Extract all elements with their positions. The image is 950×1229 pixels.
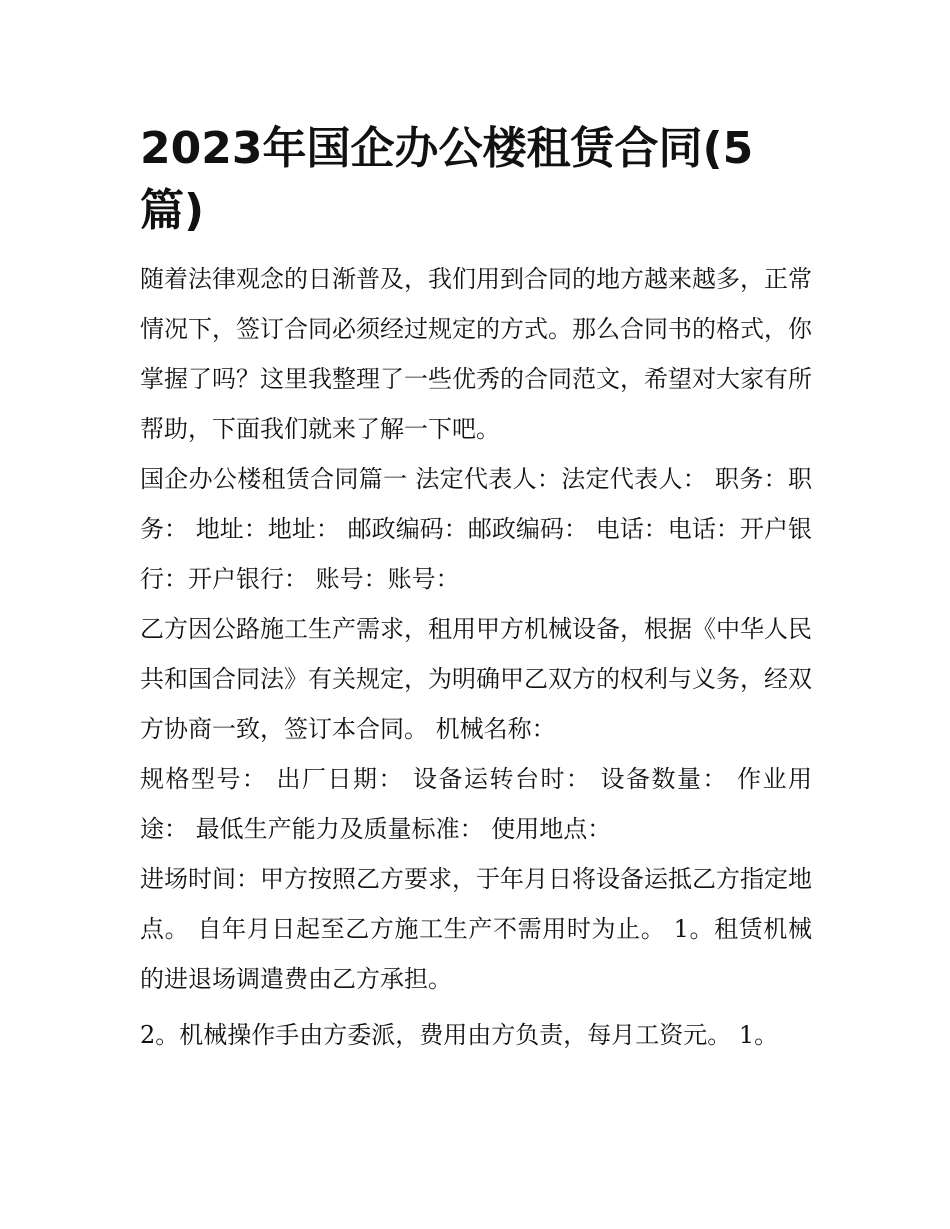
contract-purpose-paragraph: 乙方因公路施工生产需求，租用甲方机械设备，根据《中华人民共和国合同法》有关规定，为明确甲乙双方的权利与义务，经双方协商一致，签订本合同。 机械名称： — [140, 615, 812, 743]
entry-time-paragraph: 进场时间：甲方按照乙方要求，于年月日将设备运抵乙方指定地点。 自年月日起至乙方施工生产不需用时为止。 1。租赁机械的进退场调遣费由乙方承担。 — [140, 865, 812, 993]
document-page — [140, 118, 812, 1060]
intro-paragraph: 随着法律观念的日渐普及，我们用到合同的地方越来越多，正常情况下，签订合同必须经过规定的方式。那么合同书的格式，你掌握了吗？这里我整理了一些优秀的合同范文，希望对大家有所帮助，下面我们就来了解一下吧。 — [140, 265, 812, 443]
equipment-spec-paragraph: 规格型号： 出厂日期： 设备运转台时： 设备数量： 作业用途： 最低生产能力及质量标准： 使用地点： — [140, 765, 812, 843]
document-title: 2023年国企办公楼租赁合同(5篇) — [140, 123, 754, 236]
operator-paragraph: 2。机械操作手由方委派，费用由方负责，每月工资元。 1。 — [140, 1021, 779, 1049]
contract-parties-paragraph: 国企办公楼租赁合同篇一 法定代表人：法定代表人： 职务：职务： 地址：地址： 邮政编码：邮政编码： 电话：电话：开户银行：开户银行： 账号：账号： — [140, 465, 812, 593]
